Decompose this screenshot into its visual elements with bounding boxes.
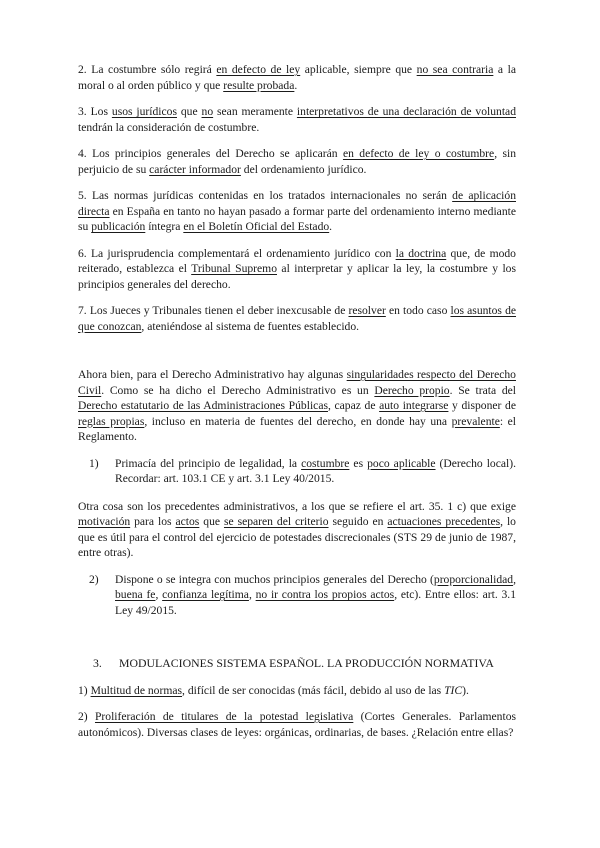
paragraph-jueces-tribunales: 7. Los Jueces y Tribunales tienen el deber inexcusable de resolver en todo caso los asuntos de que conozcan, ateniéndose al sistema de fuentes establecido. — [78, 304, 517, 333]
paragraph-proliferacion: 2) Proliferación de titulares de la potestad legislativa (Cortes Generales. Parlamentos autonómicos). Diversas clases de leyes: orgánicas, ordinarias, de bases. ¿Relación entre ellas? — [78, 710, 517, 739]
paragraph-ahora-bien: Ahora bien, para el Derecho Administrativo hay algunas singularidades respecto del Derecho Civil. Como se ha dicho el Derecho Administrativo es un Derecho propio. Se trata del Derecho estatutario de las Administraciones Públicas, capaz de auto integrarse y disponer de reglas propias, incluso en materia de fuentes del derecho, en donde hay una prevalente: el Reglamento. — [78, 368, 516, 443]
heading-title: MODULACIONES SISTEMA ESPAÑOL. LA PRODUCCIÓN NORMATIVA — [119, 656, 494, 670]
document-page — [78, 62, 516, 740]
paragraph-usos-juridicos: 3. Los usos jurídicos que no sean meramente interpretativos de una declaración de voluntad tendrán la consideración de costumbre. — [78, 105, 516, 134]
paragraph-precedentes: Otra cosa son los precedentes administrativos, a los que se refiere el art. 35. 1 c) que exige motivación para los actos que se separen del criterio seguido en actuaciones precedentes, lo que es útil para el control del ejercicio de potestades discrecionales (STS 29 de junio de 1987, entre otras). — [78, 499, 516, 559]
paragraph-costumbre: 2. La costumbre sólo regirá en defecto de ley aplicable, siempre que no sea contraria a la moral o al orden público y que resulte probada. — [78, 63, 516, 92]
list-number: 2) — [89, 572, 99, 586]
list-text: Dispone o se integra con muchos principios generales del Derecho (proporcionalidad, buena fe, confianza legítima, no ir contra los propios actos, etc). Entre ellos: art. 3.1 Ley 49/2015. — [115, 572, 517, 617]
list-item-principios — [89, 572, 516, 619]
list-item-legalidad — [89, 456, 516, 487]
section-heading — [93, 656, 516, 672]
paragraph-multitud-normas: 1) Multitud de normas, difícil de ser conocidas (más fácil, debido al uso de las TIC). — [78, 683, 469, 697]
heading-number: 3. — [93, 656, 102, 670]
list-text: Primacía del principio de legalidad, la costumbre es poco aplicable (Derecho local). Recordar: art. 103.1 CE y art. 3.1 Ley 40/2015. — [115, 456, 516, 485]
paragraph-tratados-internacionales: 5. Las normas jurídicas contenidas en los tratados internacionales no serán de aplicación directa en España en tanto no hayan pasado a formar parte del ordenamiento interno mediante su publicación íntegra en el Boletín Oficial del Estado. — [78, 189, 516, 233]
list-number: 1) — [89, 456, 99, 470]
spacer — [78, 334, 516, 367]
paragraph-jurisprudencia: 6. La jurisprudencia complementará el ordenamiento jurídico con la doctrina que, de modo reiterado, establezca el Tribunal Supremo al interpretar y aplicar la ley, la costumbre y los principios generales del derecho. — [78, 246, 516, 291]
paragraph-principios-generales: 4. Los principios generales del Derecho se aplicarán en defecto de ley o costumbre, sin perjuicio de su carácter informador del ordenamiento jurídico. — [78, 147, 517, 176]
